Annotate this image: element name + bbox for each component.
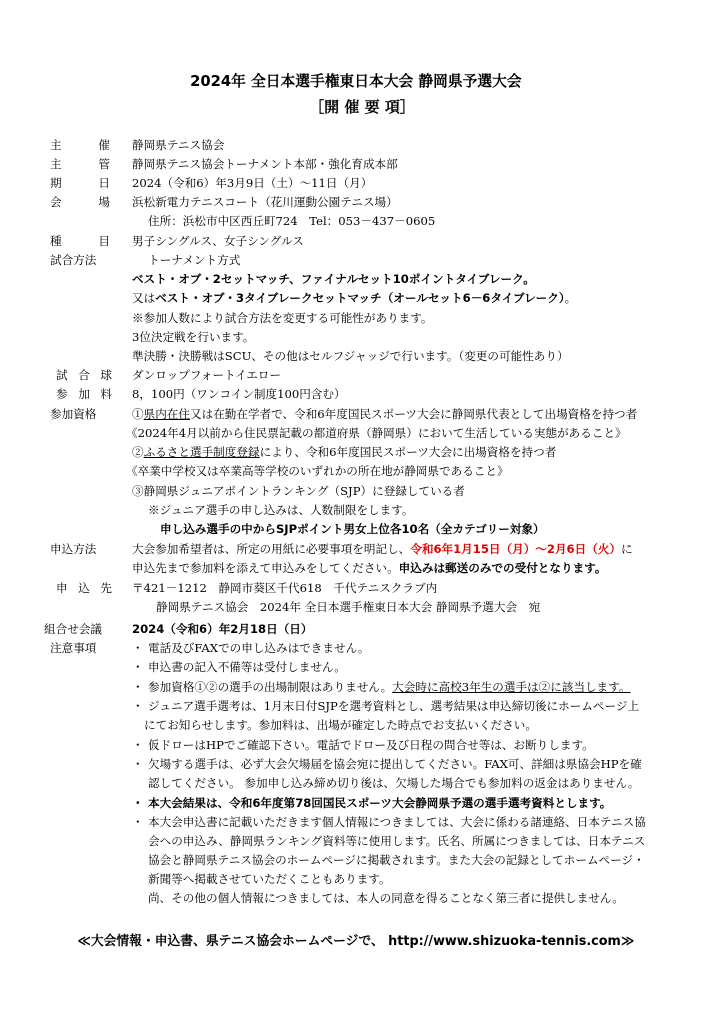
- address-recipient: 静岡県テニス協会 2024年 全日本選手権東日本大会 静岡県予選大会 宛: [156, 600, 541, 614]
- venue-address: 住所：浜松市中区西丘町724 Tel：053－437－0605: [148, 214, 436, 228]
- label-ball: 試 合 球: [56, 368, 112, 382]
- apply-line1: 大会参加希望者は、所定の用紙に必要事項を明記し、令和6年1月15日（月）～2月6日（火）に: [132, 542, 633, 556]
- note-bullet: ・: [132, 757, 144, 771]
- note-bullet: ・: [132, 796, 144, 810]
- value-venue: 浜松新電力テニスコート（花川運動公園テニス場）: [132, 195, 398, 209]
- note-bullet: ・: [132, 660, 144, 674]
- note-bullet: ・: [132, 738, 144, 752]
- label-format: 試合方法: [50, 253, 97, 267]
- format-note3: 準決勝・決勝戦はSCU、その他はセルフジャッジで行います。（変更の可能性あり）: [132, 349, 569, 363]
- qualification-3-limit: 申し込み選手の中からSJPポイント男女上位各10名（全カテゴリー対象）: [160, 522, 545, 536]
- note-1: 電話及びFAXでの申し込みはできません。: [148, 641, 370, 655]
- qualification-1-note: 《2024年4月以前から住民票記載の都道府県（静岡県）において生活している実態があること》: [126, 426, 627, 440]
- label-apply: 申込方法: [50, 542, 97, 556]
- apply-line2: 申込先まで参加料を添えて申込みをしてください。申込みは郵送のみでの受付となります。: [132, 561, 607, 575]
- document-title: 2024年 全日本選手権東日本大会 静岡県予選大会: [190, 72, 522, 90]
- format-note2: 3位決定戦を行います。: [132, 330, 255, 344]
- label-draw: 組合せ会議: [44, 622, 102, 636]
- note-8c: 協会と静岡県テニス協会のホームページに掲載されます。また大会の記録としてホームページ・: [148, 853, 645, 867]
- note-7: 本大会結果は、令和6年度第78回国民スポーツ大会静岡県予選の選手選考資料とします。: [148, 796, 612, 810]
- note-8d: 新聞等へ掲載させていただくこともあります。: [148, 872, 391, 886]
- format-line2: 又はベスト・オブ・3タイブレークセットマッチ（オールセット6－6タイブレーク）。: [132, 291, 577, 305]
- label-notes: 注意事項: [50, 641, 97, 655]
- label-period: 期 日: [50, 176, 110, 190]
- value-ball: ダンロップフォートイエロー: [132, 368, 281, 382]
- label-venue: 会 場: [50, 195, 110, 209]
- note-4a: ジュニア選手選考は、1月末日付SJPを選考資料とし、選考結果は申込締切後にホームページ上: [148, 699, 640, 713]
- note-4b: にてお知らせします。参加料は、出場が確定した時点でお支払いください。: [144, 718, 537, 732]
- note-bullet: ・: [132, 641, 144, 655]
- qualification-2-note: 《卒業中学校又は卒業高等学校のいずれかの所在地が静岡県であること》: [126, 464, 509, 478]
- qualification-2: ②ふるさと選手制度登録により、令和6年度国民スポーツ大会に出場資格を持つ者: [132, 445, 557, 459]
- note-bullet: ・: [132, 815, 144, 829]
- qualification-3: ③静岡県ジュニアポイントランキング（SJP）に登録している者: [132, 484, 465, 498]
- value-format: トーナメント方式: [148, 253, 241, 267]
- footer-website: ≪大会情報・申込書、県テニス協会ホームページで、 http://www.shizuoka-tennis.com≫: [77, 934, 635, 949]
- note-8a: 本大会申込書に記載いただきます個人情報につきましては、大会に係わる諸連絡、日本テニス協: [148, 815, 646, 829]
- value-draw: 2024（令和6）年2月18日（日）: [132, 622, 313, 636]
- format-note1: ※参加人数により試合方法を変更する可能性があります。: [132, 311, 433, 325]
- note-3: 参加資格①②の選手の出場制限はありません。大会時に高校3年生の選手は②に該当します。: [148, 680, 631, 694]
- label-event: 種 目: [50, 234, 110, 248]
- label-manage: 主 管: [50, 157, 110, 171]
- value-host: 静岡県テニス協会: [132, 138, 225, 152]
- value-manage: 静岡県テニス協会トーナメント本部・強化育成本部: [132, 157, 398, 171]
- qualification-3-note: ※ジュニア選手の申し込みは、人数制限をします。: [148, 503, 414, 517]
- note-8b: 会への申込み、静岡県ランキング資料等に使用します。氏名、所属につきましては、日本テニス: [148, 834, 646, 848]
- value-period: 2024（令和6）年3月9日（土）～11日（月）: [132, 176, 373, 190]
- note-2: 申込書の記入不備等は受付しません。: [148, 660, 346, 674]
- document-subtitle: ［開 催 要 項］: [309, 98, 415, 116]
- value-fee: 8，100円（ワンコイン制度100円含む）: [132, 387, 346, 401]
- value-address: 〒421－1212 静岡市葵区千代618 千代テニスクラブ内: [132, 581, 438, 595]
- label-host: 主 催: [50, 138, 110, 152]
- label-fee: 参 加 料: [56, 387, 112, 401]
- qualification-1: ①県内在住又は在勤在学者で、令和6年度国民スポーツ大会に静岡県代表として出場資格を持つ者: [132, 407, 638, 421]
- value-event: 男子シングルス、女子シングルス: [132, 234, 304, 248]
- note-6b: 認してください。 参加申し込み締め切り後は、欠場した場合でも参加料の返金はありません。: [148, 776, 640, 790]
- note-5: 仮ドローはHPでご確認下さい。電話でドロー及び日程の問合せ等は、お断りします。: [148, 738, 594, 752]
- note-bullet: ・: [132, 680, 144, 694]
- note-bullet: ・: [132, 699, 144, 713]
- label-qualification: 参加資格: [50, 407, 97, 421]
- format-line1: ベスト・オブ・2セットマッチ、ファイナルセット10ポイントタイブレーク。: [132, 272, 535, 286]
- note-6a: 欠場する選手は、必ず大会欠場届を協会宛に提出してください。FAX可、詳細は県協会HPを確: [148, 757, 642, 771]
- note-8e: 尚、その他の個人情報につきましては、本人の同意を得ることなく第三者に提供しません。: [148, 891, 624, 905]
- label-address: 申 込 先: [56, 581, 112, 595]
